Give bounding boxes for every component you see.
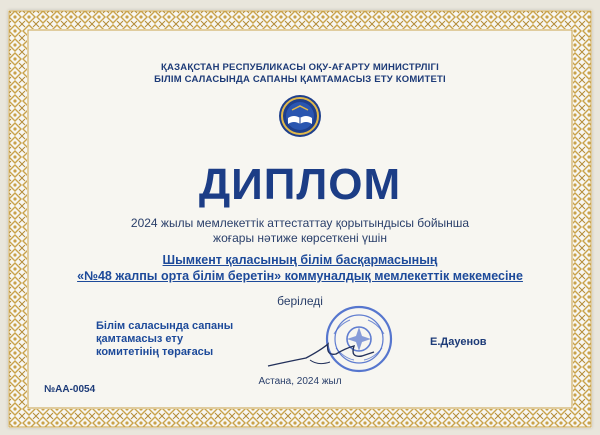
ministry-line-1: ҚАЗАҚСТАН РЕСПУБЛИКАСЫ ОҚУ-АҒАРТУ МИНИСТРЛІГІ xyxy=(161,62,439,73)
recipient-line-1: Шымкент қаласының білім басқармасының xyxy=(162,253,438,267)
award-reason-line-2: жоғары нәтиже көрсеткені үшін xyxy=(213,231,387,245)
place-date: Астана, 2024 жыл xyxy=(258,376,342,387)
diploma-title: ДИПЛОМ xyxy=(198,160,402,209)
signer-name: Е.Дауенов xyxy=(430,336,487,348)
ministry-line-2: БІЛІМ САЛАСЫНДА САПАНЫ ҚАМТАМАСЫЗ ЕТУ КОМИТЕТІ xyxy=(154,74,446,85)
signature-icon xyxy=(266,338,376,374)
book-emblem-icon xyxy=(278,94,322,138)
awarded-text: беріледі xyxy=(277,294,323,308)
award-reason xyxy=(8,216,592,246)
recipient-line-2: «№48 жалпы орта білім беретін» коммуналдық мемлекеттік мекемесіне xyxy=(77,269,523,283)
recipient xyxy=(8,252,592,284)
chair-line-1: Білім саласында сапаны xyxy=(96,320,234,332)
diploma-number: №АА-0054 xyxy=(44,384,96,395)
award-reason-line-1: 2024 жылы мемлекеттік аттестаттау қорытындысы бойынша xyxy=(130,216,470,230)
diploma-sheet xyxy=(8,10,592,428)
ministry-header xyxy=(8,62,592,86)
chair-line-2: қамтамасыз ету xyxy=(96,333,184,345)
chair-line-3: комитетінің төрағасы xyxy=(96,346,214,358)
chair-title xyxy=(96,320,276,359)
